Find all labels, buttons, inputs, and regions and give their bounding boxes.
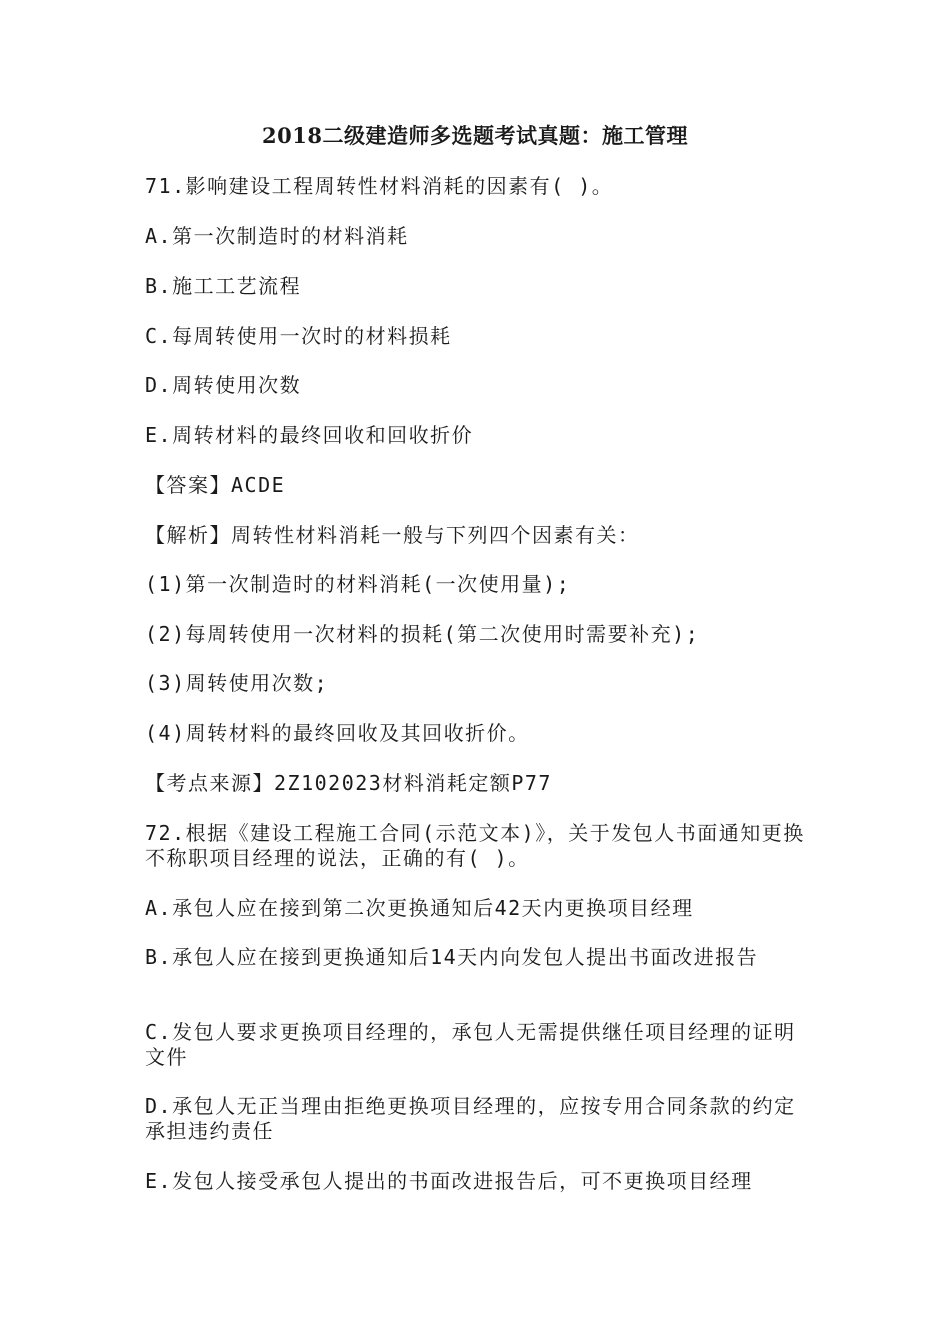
question-72-option-b: B.承包人应在接到更换通知后14天内向发包人提出书面改进报告 <box>145 945 759 969</box>
question-71-option-a: A.第一次制造时的材料消耗 <box>145 224 409 248</box>
question-71-point-3: (3)周转使用次数; <box>145 671 329 695</box>
question-71-option-b: B.施工工艺流程 <box>145 274 302 298</box>
question-72-option-c: C.发包人要求更换项目经理的，承包人无需提供继任项目经理的证明文件 <box>145 1020 796 1069</box>
question-71-option-c: C.每周转使用一次时的材料损耗 <box>145 324 452 348</box>
question-71-stem: 71.影响建设工程周转性材料消耗的因素有( )。 <box>145 174 614 198</box>
question-71-option-d: D.周转使用次数 <box>145 373 302 397</box>
question-72-option-e: E.发包人接受承包人提出的书面改进报告后，可不更换项目经理 <box>145 1169 753 1193</box>
question-71-source: 【考点来源】2Z102023材料消耗定额P77 <box>145 771 552 795</box>
question-71-option-e: E.周转材料的最终回收和回收折价 <box>145 423 474 447</box>
question-71-point-2: (2)每周转使用一次材料的损耗(第二次使用时需要补充); <box>145 622 700 646</box>
question-72-stem: 72.根据《建设工程施工合同(示范文本)》，关于发包人书面通知更换不称职项目经理的说法，正确的有( )。 <box>145 821 805 870</box>
question-71-point-1: (1)第一次制造时的材料消耗(一次使用量); <box>145 572 571 596</box>
question-72-option-a: A.承包人应在接到第二次更换通知后42天内更换项目经理 <box>145 896 694 920</box>
question-72-option-d: D.承包人无正当理由拒绝更换项目经理的，应按专用合同条款的约定承担违约责任 <box>145 1094 796 1143</box>
document-title: 2018二级建造师多选题考试真题：施工管理 <box>262 123 688 148</box>
question-71-answer: 【答案】ACDE <box>145 473 286 497</box>
question-71-point-4: (4)周转材料的最终回收及其回收折价。 <box>145 721 530 745</box>
question-71-analysis: 【解析】周转性材料消耗一般与下列四个因素有关： <box>145 523 640 547</box>
